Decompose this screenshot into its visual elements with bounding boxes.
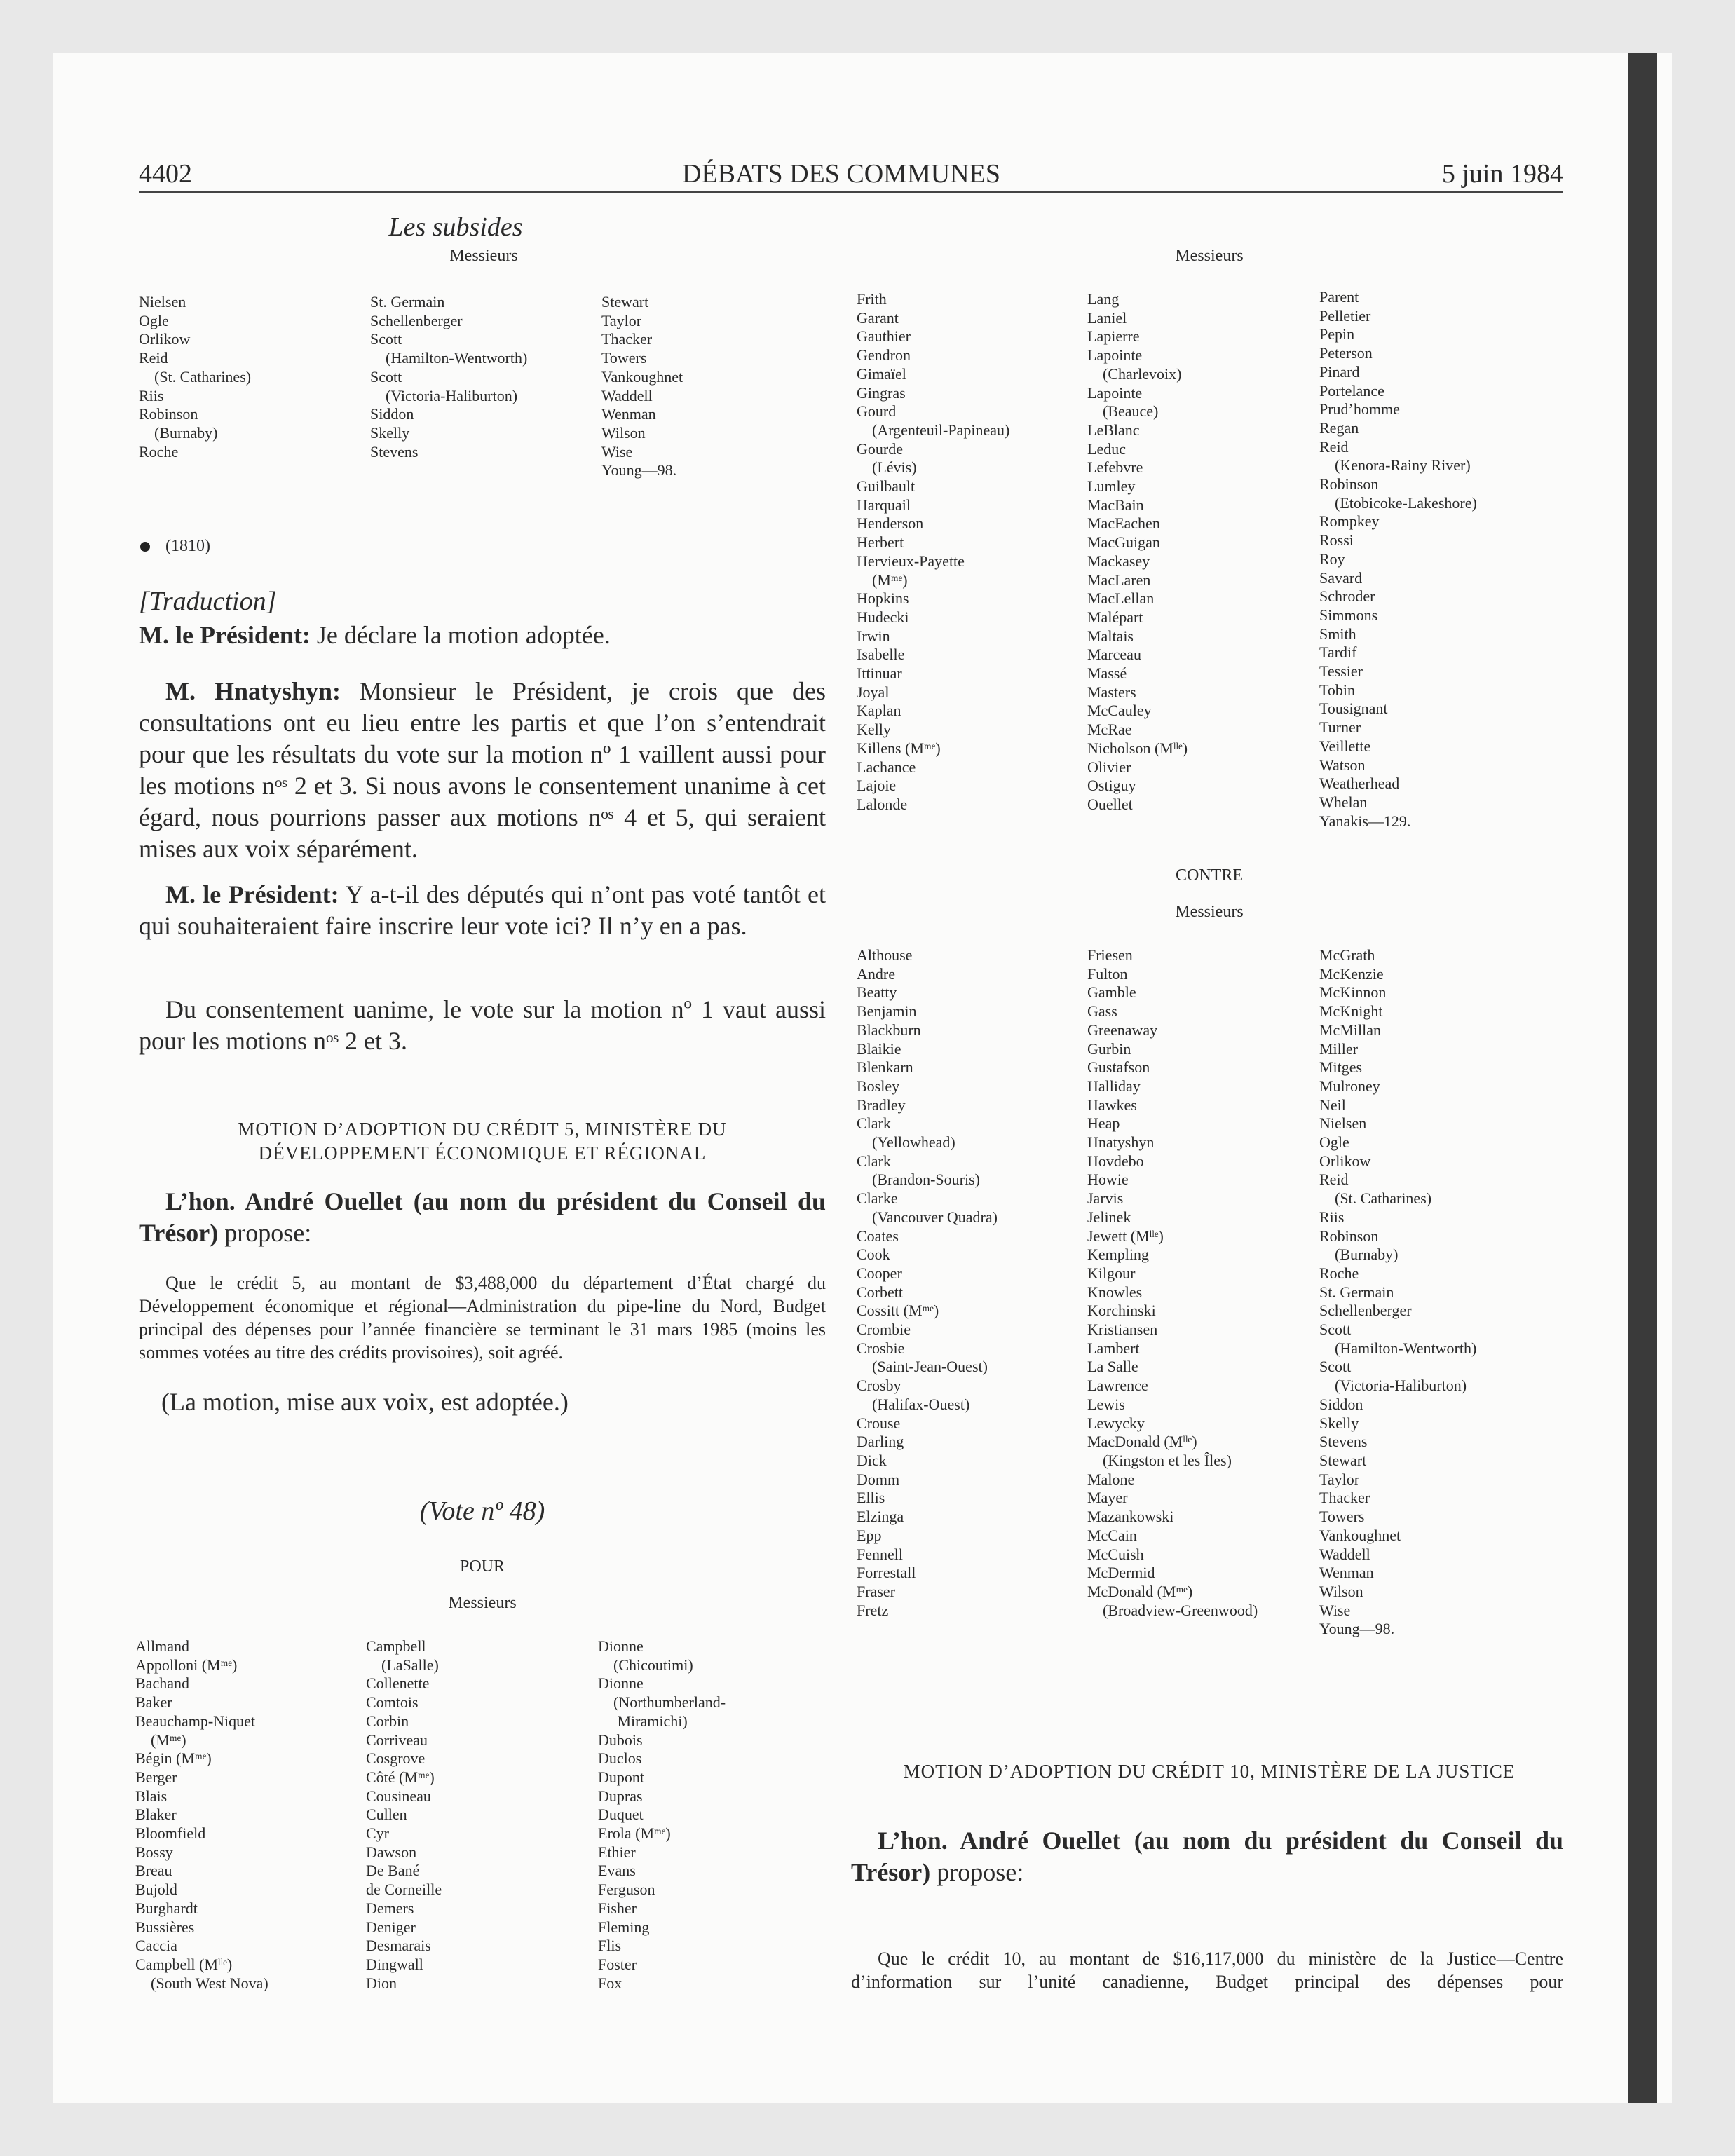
speech-text: Je déclare la motion adoptée. [310, 621, 611, 649]
page-number: 4402 [139, 159, 192, 189]
speech-text: Y a-t-il des députés qui n’ont pas voté tantôt et qui souhaiteraient faire inscrire leur vote ici? Il n’y en a pas. [139, 880, 826, 940]
speaker-name: M. Hnatyshyn: [165, 677, 341, 705]
pour-column-1: Allmand Appolloni (Mᵐᵉ) Bachand Baker Beauchamp-Niquet (Mᵐᵉ) Bégin (Mᵐᵉ) Berger Blais Blaker Bloomfield Bossy Breau Bujold Burghardt Bussières Caccia Campbell (Mˡˡᵉ) (South West Nova) [135, 1637, 268, 1992]
scan-edge [1628, 53, 1657, 2103]
pour-label: POUR [459, 1557, 505, 1576]
contre-label: CONTRE [1176, 866, 1243, 885]
motion10-heading: MOTION D’ADOPTION DU CRÉDIT 10, MINISTÈRE DE LA JUSTICE [903, 1761, 1516, 1782]
proposer-name: L’hon. André Ouellet (au nom du président du Conseil du Trésor) [139, 1187, 826, 1247]
propose-text: propose: [218, 1219, 312, 1247]
motion5-heading-line2: DÉVELOPPEMENT ÉCONOMIQUE ET RÉGIONAL [258, 1142, 707, 1164]
traduction-label: [Traduction] [139, 587, 277, 616]
pour-column-5: Lang Laniel Lapierre Lapointe (Charlevoix) Lapointe (Beauce) LeBlanc Leduc Lefebvre Lumley MacBain MacEachen MacGuigan Mackasey MacLaren MacLellan Malépart Maltais Marceau Massé Masters McCauley McRae Nicholson (Mˡˡᵉ) Olivier Ostiguy Ouellet [1087, 290, 1188, 813]
motion5-text: Que le crédit 5, au montant de $3,488,000 du département d’État chargé du Développement économique et régional—Administration du pipe-line du Nord, Budget principal des dépenses pour l’année financière se terminant le 31 mars 1985 (moins les sommes votées au titre des crédits provisoires), soit agréé. [139, 1273, 826, 1363]
contre-column-2: Friesen Fulton Gamble Gass Greenaway Gurbin Gustafson Halliday Hawkes Heap Hnatyshyn Hovdebo Howie Jarvis Jelinek Jewett (Mˡˡᵉ) Kempling Kilgour Knowles Korchinski Kristiansen Lambert La Salle Lawrence Lewis Lewycky MacDonald (Mˡˡᵉ) (Kingston et les Îles) Malone Mayer Mazankowski McCain McCuish McDermid McDonald (Mᵐᵉ) (Broadview-Greenwood) [1087, 946, 1258, 1619]
pour-column-3: Dionne (Chicoutimi) Dionne (Northumberland- Miramichi) Dubois Duclos Dupont Dupras Duquet Erola (Mᵐᵉ) Ethier Evans Ferguson Fisher Fleming Flis Foster Fox [598, 1637, 726, 1992]
paragraph-president-2 [139, 879, 826, 942]
pour-column-2: Campbell (LaSalle) Collenette Comtois Corbin Corriveau Cosgrove Côté (Mᵐᵉ) Cousineau Cullen Cyr Dawson De Bané de Corneille Demers Deniger Desmarais Dingwall Dion [366, 1637, 442, 1992]
motion5-proposer-paragraph [139, 1186, 826, 1249]
paragraph-president-1 [139, 620, 826, 651]
proposer-name: L’hon. André Ouellet (au nom du président du Conseil du Trésor) [851, 1827, 1563, 1886]
header-rule [139, 191, 1563, 193]
page-date: 5 juin 1984 [1441, 159, 1563, 189]
pour-right-messieurs-label: Messieurs [1175, 247, 1244, 265]
time-marker [140, 537, 210, 556]
vote-title: (Vote nº 48) [419, 1496, 545, 1526]
motion5-heading-line1: MOTION D’ADOPTION DU CRÉDIT 5, MINISTÈRE DU [238, 1119, 727, 1140]
motion5-result: (La motion, mise aux voix, est adoptée.) [161, 1388, 569, 1416]
prev-vote-column-3: Stewart Taylor Thacker Towers Vankoughnet Waddell Wenman Wilson Wise Young—98. [601, 293, 683, 479]
bullet-icon [140, 542, 150, 552]
contre-messieurs-label: Messieurs [1175, 903, 1244, 921]
contre-column-3: McGrath McKenzie McKinnon McKnight McMillan Miller Mitges Mulroney Neil Nielsen Ogle Orlikow Reid (St. Catharines) Riis Robinson (Burnaby) Roche St. Germain Schellenberger Scott (Hamilton-Wentworth) Scott (Victoria-Haliburton) Siddon Skelly Stevens Stewart Taylor Thacker Towers Vankoughnet Waddell Wenman Wilson Wise Young—98. [1319, 946, 1477, 1638]
motion10-proposer-paragraph [851, 1825, 1563, 1888]
speaker-name: M. le Président: [139, 621, 311, 649]
paragraph-consent: Du consentement uanime, le vote sur la motion nº 1 vaut aussi pour les motions nᵒˢ 2 et 3. [139, 995, 826, 1055]
prev-vote-column-2: St. Germain Schellenberger Scott (Hamilton-Wentworth) Scott (Victoria-Haliburton) Siddon Skelly Stevens [370, 293, 528, 460]
speech-text: Monsieur le Président, je crois que des consultations ont eu lieu entre les partis et que l’on s’entendrait pour que les résultats du vote sur la motion nº 1 vaillent aussi pour les motions nᵒˢ 2 et 3. Si nous avons le consentement unanime à cet égard, nous pourrions passer aux motions nᵒˢ 4 et 5, qui seraient mises aux voix séparément. [139, 677, 826, 863]
messieurs-label: Messieurs [449, 247, 518, 265]
prev-vote-column-1: Nielsen Ogle Orlikow Reid (St. Catharines) Riis Robinson (Burnaby) Roche [139, 293, 252, 460]
section-title: Les subsides [388, 212, 523, 242]
paragraph-hnatyshyn [139, 676, 826, 865]
pour-column-6: Parent Pelletier Pepin Peterson Pinard Portelance Prud’homme Regan Reid (Kenora-Rainy River) Robinson (Etobicoke-Lakeshore) Rompkey Rossi Roy Savard Schroder Simmons Smith Tardif Tessier Tobin Tousignant Turner Veillette Watson Weatherhead Whelan Yanakis—129. [1319, 288, 1477, 830]
pour-messieurs-label: Messieurs [448, 1594, 517, 1612]
pour-column-4: Frith Garant Gauthier Gendron Gimaïel Gingras Gourd (Argenteuil-Papineau) Gourde (Lévis) Guilbault Harquail Henderson Herbert Hervieux-Payette (Mᵐᵉ) Hopkins Hudecki Irwin Isabelle Ittinuar Joyal Kaplan Kelly Killens (Mᵐᵉ) Lachance Lajoie Lalonde [857, 290, 1010, 813]
contre-column-1: Althouse Andre Beatty Benjamin Blackburn Blaikie Blenkarn Bosley Bradley Clark (Yellowhead) Clark (Brandon-Souris) Clarke (Vancouver Quadra) Coates Cook Cooper Corbett Cossitt (Mᵐᵉ) Crombie Crosbie (Saint-Jean-Ouest) Crosby (Halifax-Ouest) Crouse Darling Dick Domm Ellis Elzinga Epp Fennell Forrestall Fraser Fretz [857, 946, 998, 1619]
time-marker-text: (1810) [165, 537, 210, 555]
running-title: DÉBATS DES COMMUNES [682, 159, 1000, 189]
speaker-name: M. le Président: [165, 880, 339, 908]
motion10-text: Que le crédit 10, au montant de $16,117,000 du ministère de la Justice—Centre d’information sur l’unité canadienne, Budget principal des dépenses pour [851, 1949, 1563, 1992]
propose-text: propose: [930, 1858, 1024, 1886]
